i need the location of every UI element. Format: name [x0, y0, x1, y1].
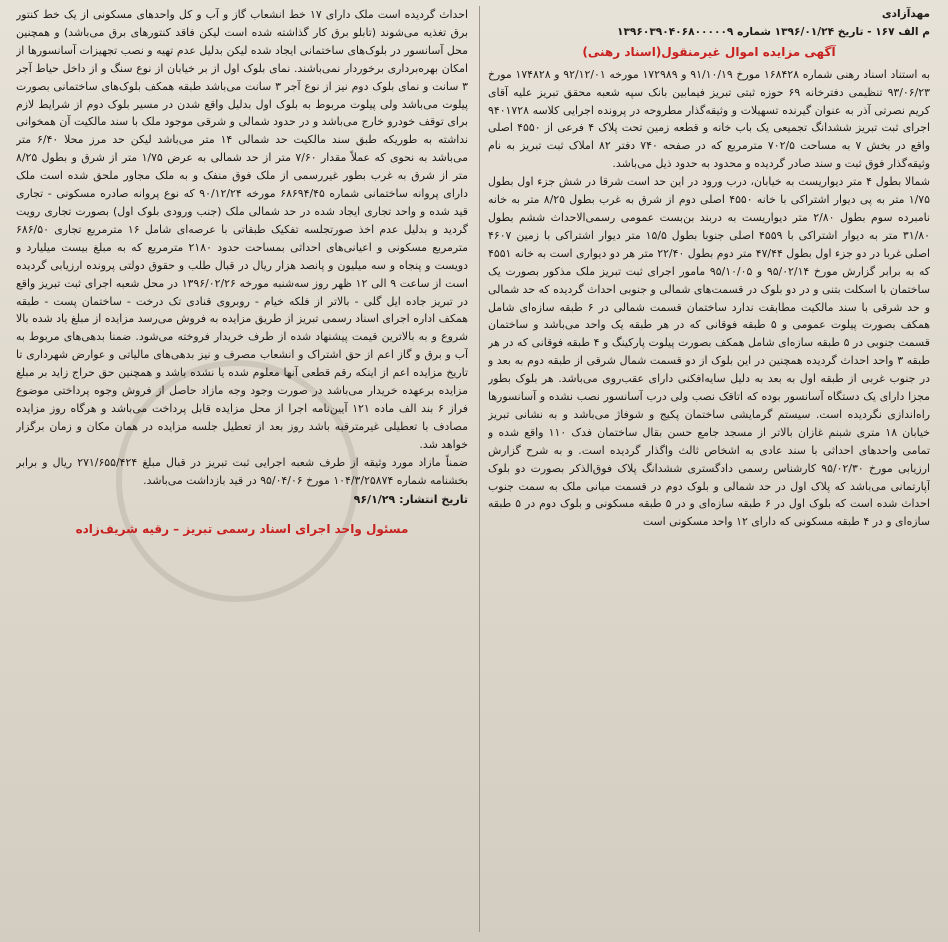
paragraph-intro: به استناد اسناد رهنی شماره ۱۶۸۴۲۸ مورخ ۹۱/۱۰/۱۹ و ۱۷۲۹۸۹ مورخه ۹۲/۱۲/۰۱ و ۱۷۴۸۲۸ مورخ ۹۳/۰۶/۲۳ تنظیمی دفترخانه ۶۹ حوزه ثبتی تبریز فیمابین بانک سپه شعبه محقق تبریز علیه آقای کریم نصرتی آذر به عنوان گیرنده تسهیلات و وثیقه‌گذار مطروحه در پرونده اجرایی کلاسه ۹۴۰۱۷۲۸ اجرای ثبت تبریز ششدانگ تجمیعی یک باب خانه و قطعه زمین تحت پلاک ۴ فرعی از ۴۵۵۰ اصلی واقع در بخش ۷ به مساحت ۷۰۲/۵ مترمربع که در صفحه ۷۴۰ دفتر ۸۲ املاک ثبت تبریز به نام وثیقه‌گذار فوق ثبت و سند صادر گردیده و محدود به حدود ذیل می‌باشد. — [488, 67, 930, 171]
right-column — [488, 6, 930, 934]
paragraph-surplus: ضمناً مازاد مورد وثیقه از طرف شعبه اجرایی ثبت تبریز در قبال مبلغ ۲۷۱/۶۵۵/۴۲۴ ریال و برابر بخشنامه شماره ۱۰۴/۳/۲۵۸۷۴ مورخ ۹۵/۰۴/۰۶ در قید بازداشت می‌باشد. — [16, 455, 468, 487]
paragraph-boundaries: شمالا بطول ۴ متر دیواریست به خیابان، درب ورود در این حد است شرقا در شش جزء اول بطول ۱/۷۵ متر به پی دیوار اشتراکی با خانه ۴۵۵۰ اصلی دوم از شرق به غرب بطول ۸/۲۵ متر به خانه نامبرده سوم بطول ۲/۸۰ متر دیواریست به دربند بن‌بست عمومی رسمی‌الاحداث ششم بطول ۳۱/۸۰ متر به دیوار اشتراکی با ۴۵۵۹ اصلی جنوبا بطول ۱۵/۵ متر دیوار اشتراکی با زمین ۴۶۰۷ اصلی غربا در دو جزء اول بطول ۴۷/۴۴ متر دوم بطول ۲۲/۴۰ متر هر دو دیواری است به خانه ۴۵۵۱ که به برابر گزارش مورخ ۹۵/۰۲/۱۴ و ۹۵/۱۰/۰۵ مامور اجرای ثبت تبریز ملک مذکور بصورت یک ساختمان با اسکلت بتنی و در دو بلوک در قسمت‌های شمالی و جنوبی احداث گردیده که حد شمالی و حد شرقی با سند مالکیت مطابقت ندارد ساختمان قسمت شمالی در ۶ طبقه سازه‌ای شامل همکف بصورت پیلوت عمومی و ۵ طبقه فوقانی که در هر طبقه یک واحد می‌باشد و ساختمان قسمت جنوبی در ۵ طبقه سازه‌ای شامل همکف بصورت پیلوت پارکینگ و ۴ طبقه فوقانی که در هر طبقه ۳ واحد احداث گردیده همچنین در این بلوک از دو قسمت شمال شرقی از طبقه دوم به بعد و در جنوب غربی از طبقه اول به بعد به دلیل سایه‌افکنی دارای عقب‌روی می‌باشد. هر بلوک بطور مجزا دارای یک دستگاه آسانسور بوده که اتاقک نصب ولی درب آسانسور نصب نشده و آسانسورها راه‌اندازی نگردیده است. سیستم گرمایشی ساختمان پکیج و شوفاژ می‌باشد و به نشانی تبریز خیابان ۱۸ متری شبنم غازان بالاتر از مسجد جامع حسن بقال ساختمان فدک ۱۱۰ واقع شده و تمامی واحدهای احداثی با سند عادی به اشخاص ثالث واگذار گردیده است. و به شرح گزارش ارزیابی مورخ ۹۵/۰۲/۳۰ کارشناس رسمی دادگستری ششدانگ پلاک فوق‌الذکر بصورت دو بلوک آپارتمانی می‌باشد که پلاک اول در حد شمالی و بلوک دوم در قسمت میانی ملک به سمت جنوب احداث شده است که بلوک اول در ۶ طبقه سازه‌ای و در ۵ طبقه مسکونی و بلوک دوم در ۵ طبقه سازه‌ای و در ۴ طبقه مسکونی که دارای ۱۲ واحد مسکونی است — [488, 175, 930, 529]
signature-line: مسئول واحد اجرای اسناد رسمی تبریز – رقیه شریف‌زاده — [75, 522, 409, 537]
newspaper-name: مهدآزادی — [881, 8, 930, 20]
publish-date: تاریخ انتشار: ۹۶/۱/۲۹ — [353, 493, 468, 507]
reference-line: م الف ۱۶۷ - تاریخ ۱۳۹۶/۰۱/۲۴ شماره ۱۳۹۶۰۳۹۰۴۰۶۸۰۰۰۰۰۹ — [616, 25, 930, 38]
left-column — [16, 6, 468, 934]
paragraph-details: احداث گردیده است ملک دارای ۱۷ خط انشعاب گاز و آب و کل واحدهای مسکونی از یک خط کنتور برق تغذیه می‌شوند (تابلو برق کار گذاشته شده است لیکن فاقد کنتورهای برق می‌باشد) و همچنین محل آسانسور در بلوک‌های ساختمانی ایجاد شده لیکن بدلیل عدم تهیه و نصب تجهیزات آسانسورها از امکان بهره‌برداری برخوردار نمی‌باشند. نمای بلوک اول از بر خیابان از نوع سنگ و از داخل حیاط آجر ۳ سانت و نمای بلوک دوم نیز از نوع آجر ۳ سانت می‌باشد طبقه همکف بلوک‌های ساختمانی بصورت پیلوت می‌باشد ولی پیلوت مربوط به بلوک اول بدلیل واقع شدن در مسیر بلوک دوم از شرایط لازم برای توقف خودرو خارج می‌باشد و در حدود شمالی و شرقی موجود ملک با سند مالکیت آن همخوانی نداشته به طوریکه طبق سند مالکیت حد شمالی ۱۴ متر می‌باشد لیکن حد مرز محلا ۶/۴۰ متر می‌باشد به نحوی که عملاً مقدار ۷/۶۰ متر از حد شمالی به عرض ۱/۷۵ متر از شرق و بطول ۸/۲۵ متر از شرق به غرب بطور غیررسمی از ملک فوق منفک و به ملک مجاور ملحق شده است ملک دارای پروانه ساختمانی شماره ۶۸۶۹۴/۴۵ مورخه ۹۰/۱۲/۲۴ که نوع پروانه صادره مسکونی - تجاری قید شده و واحد تجاری ایجاد شده در حد شمالی ملک (جنب ورودی بلوک اول) بصورت تجاری رویت گردید و بدلیل عدم اخذ صورتجلسه تفکیک طبقاتی با عرصه‌ای شامل ۱۶ مترمربع تجاری ۶۸۶/۵۰ مترمربع مسکونی و اعیانی‌های احداثی بمساحت حدود ۲۱۸۰ مترمربع که به مبلغ بیست میلیارد و دویست و پنجاه و سه میلیون و پانصد هزار ریال در قبال طلب و حقوق دولتی پرونده ارزیابی گردیده است از ساعت ۹ الی ۱۲ ظهر روز سه‌شنبه مورخه ۱۳۹۶/۰۲/۲۶ در محل شعبه اجرای ثبت تبریز واقع در تبریز جاده ایل گلی - بالاتر از فلکه خیام - روبروی قنادی تک درخت - ساختمان پست - طبقه همکف اداره اجرای اسناد رسمی تبریز از طریق مزایده به فروش می‌رسد مزایده از مبلغ یاد شده بالا شروع و به بالاترین قیمت پیشنهاد شده از طرف خریدار فروخته می‌شود. ضمنا بدهی‌های مربوط به آب و برق و گاز اعم از حق اشتراک و انشعاب مصرف و نیز بدهی‌های مالیاتی و عوارض شهرداری تا تاریخ مزایده اعم از اینکه رقم قطعی آنها معلوم شده یا نشده باشد و همچنین حق حراج زاید بر مبلغ مزایده برعهده خریدار می‌باشد در صورت وجود وجه مازاد حاصل از فروش وجوه پرداختی موضوع فراز ۶ بند الف ماده ۱۲۱ آیین‌نامه اجرا از محل مزایده قابل پرداخت می‌باشد و هرگاه روز مزایده مصادف با تعطیلی غیرمترقبه باشد روز بعد از تعطیل جلسه مزایده در همان مکان و زمان برگزار خواهد شد. — [16, 8, 468, 451]
notice-title: آگهی مزایده اموال غیرمنقول(اسناد رهنی) — [582, 44, 836, 59]
column-divider — [479, 6, 480, 932]
